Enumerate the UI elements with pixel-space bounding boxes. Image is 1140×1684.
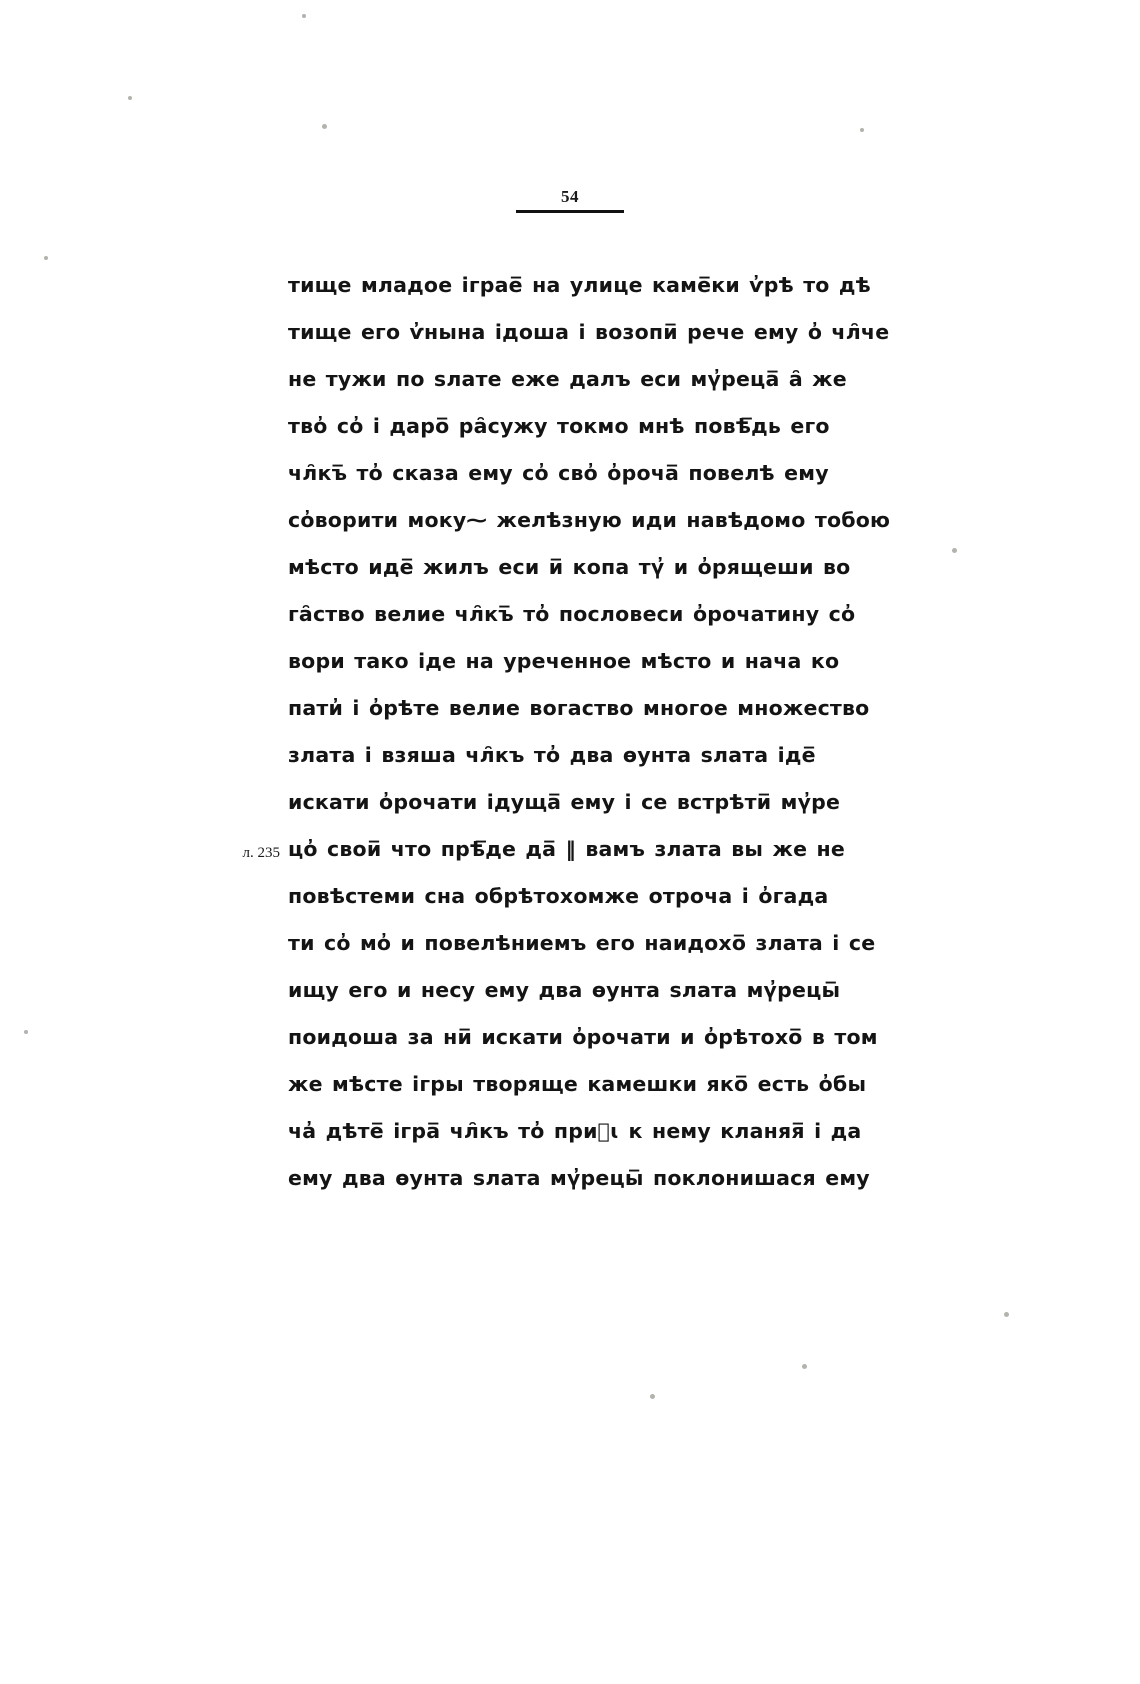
text-line: тво̓ со̓ і даро̅ ра̑сужу токмо мнѣ повѣ̅дь его — [288, 414, 830, 438]
text-line: ти со̓ мо̓ и повелѣниемъ его наидохо̅ злата і се — [288, 931, 876, 955]
text-line: ему два ѳунта sлата мү̓рецы̅ поклонишася ему — [288, 1166, 870, 1190]
scan-speck — [802, 1364, 807, 1369]
text-line: вори тако іде на уреченное мѣсто и нача ко — [288, 649, 840, 673]
margin-folio-note: л. 235 — [242, 845, 280, 861]
text-line: мѣсто иде̅ жилъ еси и̅ копа тү̓ и о̓рящеши во — [288, 555, 851, 579]
scan-speck — [860, 128, 864, 132]
scan-speck — [650, 1394, 655, 1399]
scan-speck — [1004, 1312, 1009, 1317]
text-line: повѣстеми сна обрѣтохомже отроча і о̓гада — [288, 884, 829, 908]
scan-speck — [302, 14, 306, 18]
text-line: чл̑къ̅ то̓ сказа ему со̓ сво̓ о̓роча̅ повелѣ ему — [288, 461, 829, 485]
text-line: пати̓ і о̓рѣте велие вогаство многое множество — [288, 696, 870, 720]
header-rule — [516, 210, 624, 213]
text-line: же мѣсте ігры творяще камешки яко̅ есть о̓бы — [288, 1072, 867, 1096]
scan-speck — [24, 1030, 28, 1034]
scan-speck — [322, 124, 327, 129]
scan-speck — [128, 96, 132, 100]
text-line: цо̓ свои̅ что прѣ̅де да̅ ‖ вамъ злата вы же не — [288, 837, 846, 861]
text-line: ча̓ дѣте̅ ігра̅ чл̑къ то̓ при꙰ꙇ к нему кланяя̅ і да — [288, 1119, 862, 1143]
page-header — [0, 188, 1140, 213]
text-line: поидоша за ни̅ искати о̓рочати и о̓рѣтохо̅ в том — [288, 1025, 878, 1049]
page-number: 54 — [561, 187, 579, 206]
scan-speck — [44, 256, 48, 260]
text-line: га̑ство велие чл̑къ̅ то̓ пословеси о̓рочатину со̓ — [288, 602, 856, 626]
text-line: злата і взяша чл̑къ то̓ два ѳунта sлата іде̅ — [288, 743, 816, 767]
text-line: тище младое іграе̅ на улице каме̅ки ѵ̓рѣ то дѣ — [288, 273, 871, 297]
text-line: со̓ворити моку⁓ желѣзную иди навѣдомо тобою — [288, 508, 891, 532]
text-line: искати о̓рочати ідуща̅ ему і се встрѣти̅ мү̓ре — [288, 790, 841, 814]
text-line: ищу его и несу ему два ѳунта sлата мү̓рецы̅ — [288, 978, 841, 1002]
manuscript-text-block — [288, 262, 891, 1202]
scan-speck — [952, 548, 957, 553]
text-line: не тужи по sлате еже далъ еси мү̓реца̅ а̑ же — [288, 367, 847, 391]
text-line: тище его ѵ̓нына ідоша і возопи̅ рече ему о̓ чл̑че — [288, 320, 890, 344]
